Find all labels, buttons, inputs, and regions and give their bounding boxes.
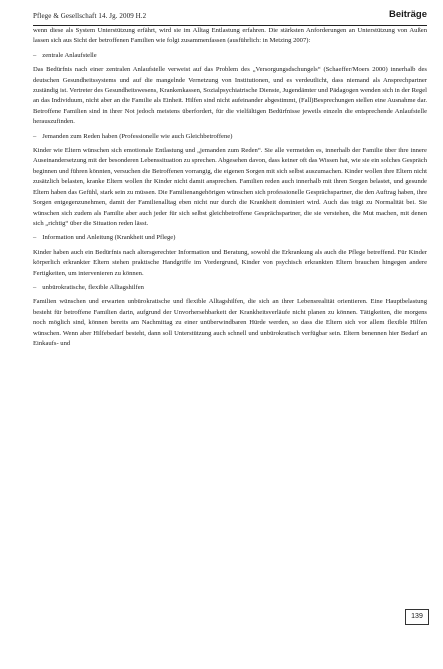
page-number: 139: [405, 609, 429, 625]
dash-bullet: –: [33, 51, 37, 59]
section-title: Beiträge: [388, 9, 427, 20]
paragraph-everyday-help: Familien wünschen und erwarten unbürokratische und flexible Alltagshilfen, die sich an ihrer Lebensrealität orientieren. Eine Hauptbelastung besteht für betroffene Familien darin, aufgrund der Unvorhersehbarkeit der Krankheitsverläufe nicht planen zu können. Tätigkeiten, die morgens noch möglich sind, können bereits am Nachmittag zu einer unüberwindbaren Hürde werden, so dass die Eltern sich vor allem flexible Hilfen wünschen. Wenn aber Hilfebedarf besteht, dann soll Unterstützung auch schnell und unbürokratisch verfügbar sein. Eltern benennen hier Bedarf an Einkaufs- und: [33, 298, 427, 347]
journal-citation: Pflege & Gesellschaft 14. Jg. 2009 H.2: [33, 12, 147, 20]
running-header: [33, 9, 427, 26]
section-heading-text: zentrale Anlaufstelle: [42, 51, 97, 59]
dash-bullet: –: [33, 234, 37, 242]
paragraph-information: Kinder haben auch ein Bedürfnis nach altersgerechter Information und Beratung, sowohl die Erkrankung als auch die Pflege betreffend. Für Kinder körperlich erkrankter Eltern stehen praktische Handgriffe im Vordergrund, Kinder von psychisch erkrankten Eltern brauchen hingegen andere Fertigkeiten, um intervenieren zu können.: [33, 248, 427, 277]
section-heading-text: Jemanden zum Reden haben (Professionelle wie auch Gleichbetroffene): [42, 132, 233, 140]
section-heading-information: [33, 233, 427, 243]
section-heading-central-contact: [33, 51, 427, 61]
dash-bullet: –: [33, 283, 37, 291]
article-body: [33, 26, 427, 349]
intro-paragraph: wenn diese als System Unterstützung erfährt, wird sie im Alltag Entlastung erfahren. Die stärksten Anforderungen an Unterstützung von Außen lassen sich aus Sicht der betroffenen Familien wie folgt zusammenfassen (ausführlich: in Metzing 2007):: [33, 27, 427, 45]
paragraph-someone-to-talk: Kinder wie Eltern wünschen sich emotionale Entlastung und „jemanden zum Reden“. Sie alle vermeiden es, innerhalb der Familie über ihre innere Auseinandersetzung mit der besonderen Lebenssituation zu sprechen. Abgesehen davon, dass keiner oft das Wissen hat, wie sie ein solches Gespräch beginnen und führen könnten, versuchen die Betroffenen vorrangig, die eigenen Sorgen mit sich selbst auszumachen. Kinder wollen ihre Eltern nicht zusätzlich belasten, kranke Eltern wollen ihr Kinder nicht damit ansprechen. Familien reden auch innerhalb mit ihren Sorgen belastet, und gesunde Eltern haben das Gefühl, stark sein zu müssen. Die Familienangehörigen wünschen sich professionelle Gesprächspartner, die den Auftrag haben, ihre Sorgen entgegenzunehmen, damit der Familienalltag eben nicht nur durch die Krankheit dominiert wird. Auch das trägt zu Normalität bei. Sie wünschen sich zudem als Familie aber auch jeder für sich selbst gleichbetroffene Gesprächspartner, die sie verstehen, die Mut machen, mit denen sich „richtig“ über die Situation reden lässt.: [33, 147, 427, 227]
paragraph-central-contact: Das Bedürfnis nach einer zentralen Anlaufstelle verweist auf das Problem des „Versorgungsdschungels“ (Schaeffer/Moers 2000) innerhalb des deutschen Gesundheitssystems und auf die mangelnde Vernetzung von Institutionen, und es verdeutlicht, dass niemand als Ansprechpartner zuständig ist. Vertreter des Gesundheitswesens, Krankenkassen, Sozialpsychiatrische Dienste, Jugendämter und Pädagogen wenden sich in der Regel an das Individuum, nicht aber an die Familie als Einheit. Hilfen sind nicht aufeinander abgestimmt, (Fall)Besprechungen stellen eine Ausnahme dar. Betroffene Familien sind in ihrer Not jedoch meistens überfordert, für die vielfältigen Bedürfnisse jeweils einzeln die entsprechende Anlaufstelle herauszufinden.: [33, 66, 427, 126]
section-heading-everyday-help: [33, 283, 427, 293]
section-heading-someone-to-talk: [33, 132, 427, 142]
dash-bullet: –: [33, 132, 37, 140]
section-heading-text: Information und Anleitung (Krankheit und Pflege): [42, 234, 176, 242]
section-heading-text: unbürokratische, flexible Alltagshilfen: [42, 283, 144, 291]
